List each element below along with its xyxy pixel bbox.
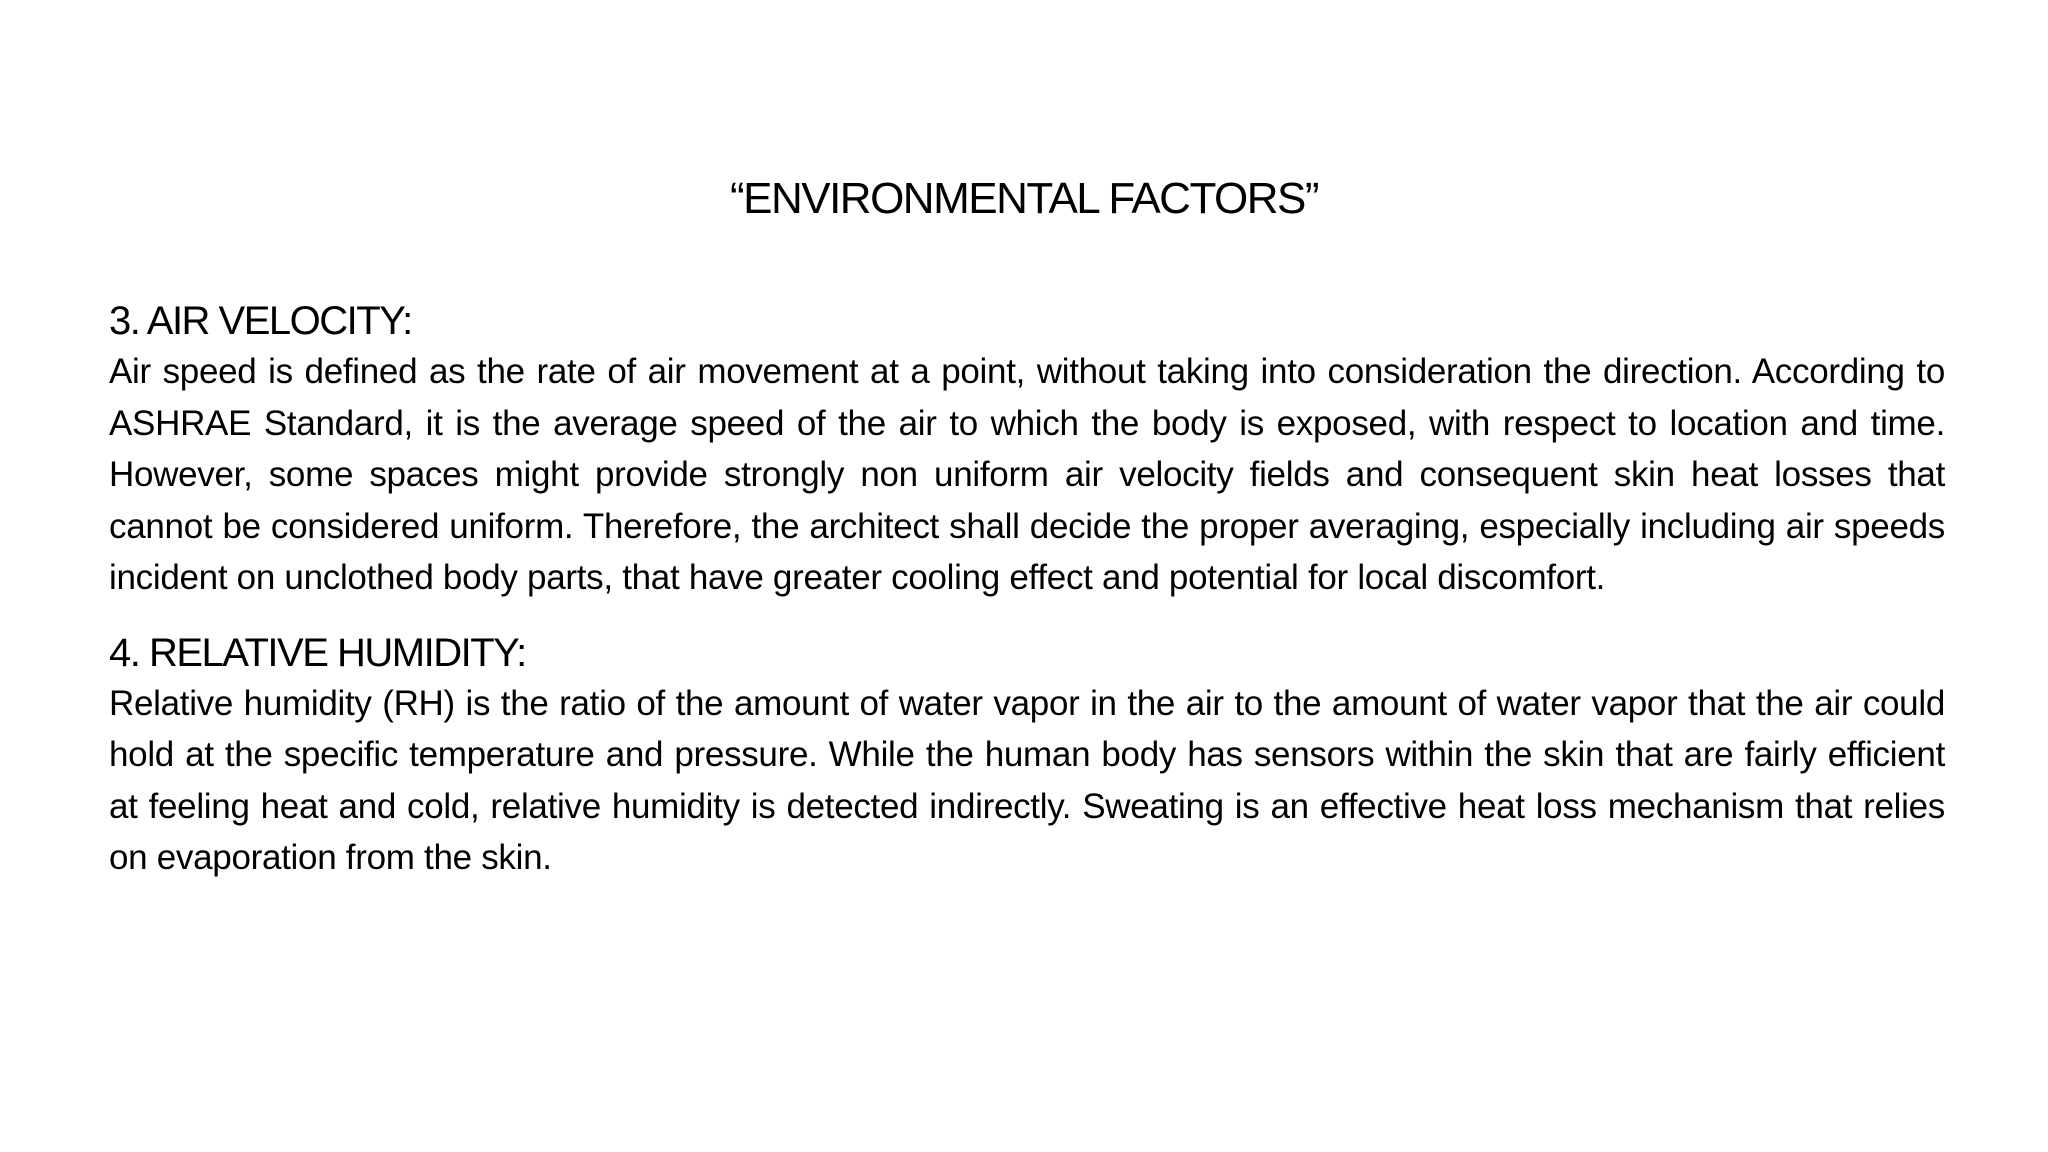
slide-title: “ENVIRONMENTAL FACTORS” [729,174,1319,223]
section-body-air-velocity: Air speed is defined as the rate of air movement at a point, without taking into consideration the direction. According to ASHRAE Standard, it is the average speed of the air to which the body is exposed, with respect to location and time. However, some spaces might provide strongly non uniform air velocity fields and consequent skin heat losses that cannot be considered uniform. Therefore, the architect shall decide the proper averaging, especially including air speeds incident on unclothed body parts, that have greater cooling effect and potential for local discomfort. [109,352,1945,597]
section-relative-humidity [109,628,1945,884]
section-air-velocity [109,296,1945,604]
slide-content [109,296,1945,884]
section-heading-air-velocity: 3. AIR VELOCITY: [109,299,412,343]
section-heading-relative-humidity: 4. RELATIVE HUMIDITY: [109,630,526,675]
section-body-relative-humidity: Relative humidity (RH) is the ratio of the amount of water vapor in the air to the amount of water vapor that the air could hold at the specific temperature and pressure. While the human body has sensors within the skin that are fairly efficient at feeling heat and cold, relative humidity is detected indirectly. Sweating is an effective heat loss mechanism that relies on evaporation from the skin. [109,683,1945,877]
